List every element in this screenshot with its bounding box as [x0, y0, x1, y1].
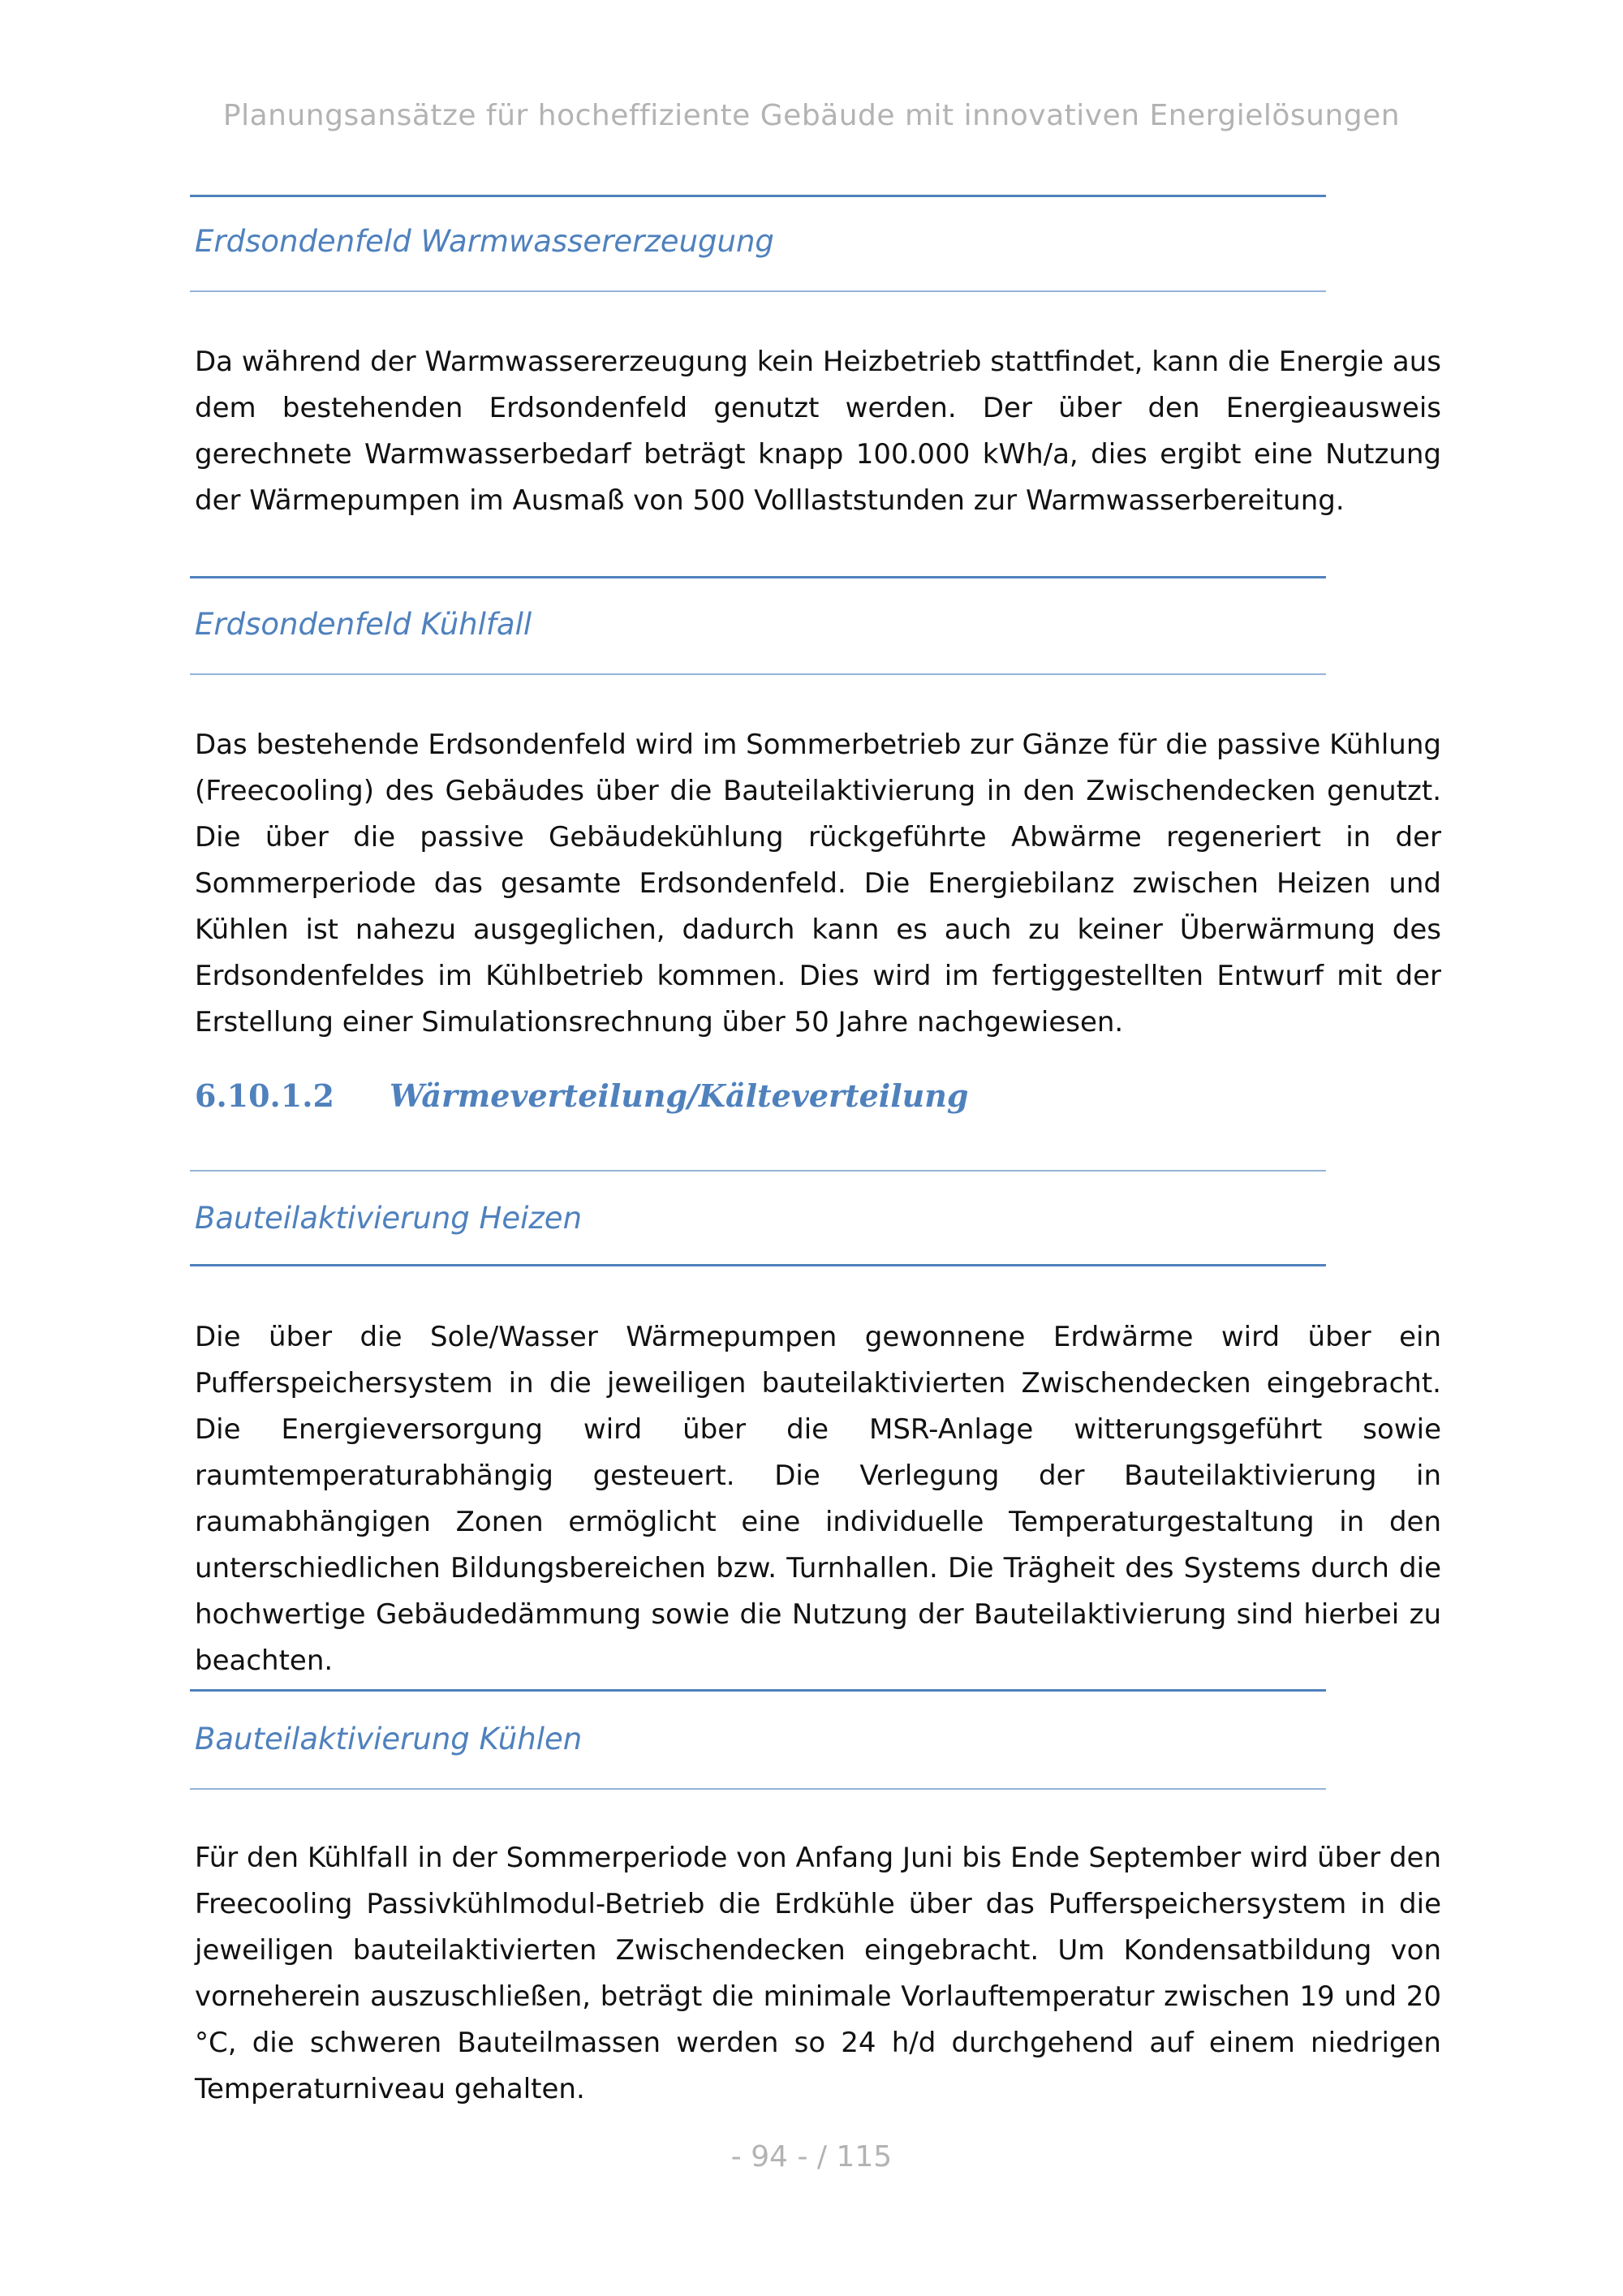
paragraph-kuehlen: Für den Kühlfall in der Sommerperiode von Anfang Juni bis Ende September wird über den Freecooling Passivkühlmodul-Betrieb die Erdkühle über das Pufferspeichersystem in die jeweiligen bauteilaktivierten Zwischendecken eingebracht. Um Kondensatbildung von vorneherein auszuschließen, beträgt die minimale Vorlauftemperatur zwischen 19 und 20 °C, die schweren Bauteilmassen werden so 24 h/d durchgehend auf einem niedrigen Temperaturniveau gehalten. [195, 1842, 1441, 2105]
paragraph-heizen: Die über die Sole/Wasser Wärmepumpen gewonnene Erdwärme wird über ein Pufferspeichersystem in die jeweiligen bauteilaktivierten Zwischendecken eingebracht. Die Energieversorgung wird über die MSR-Anlage witterungsgeführt sowie raumtemperaturabhängig gesteuert. Die Verlegung der Bauteilaktivierung in raumabhängigen Zonen ermöglicht eine individuelle Temperaturgestaltung in den unterschiedlichen Bildungsbereichen bzw. Turnhallen. Die Trägheit des Systems durch die hochwertige Gebäudedämmung sowie die Nutzung der Bauteilaktivierung sind hierbei zu beachten. [195, 1321, 1441, 1677]
section-title: Wärmeverteilung/Kälteverteilung [390, 1077, 969, 1114]
heading-rule-bottom [190, 290, 1326, 292]
subheading-kuehlfall: Erdsondenfeld Kühlfall [195, 607, 532, 642]
heading-rule-top [190, 1170, 1326, 1172]
heading-rule-bottom [190, 673, 1326, 675]
heading-rule-top [190, 1689, 1326, 1692]
section-number: 6.10.1.2 [195, 1077, 334, 1114]
heading-rule-top [190, 195, 1326, 197]
heading-rule-bottom [190, 1264, 1326, 1266]
page-number: - 94 - / 115 [730, 2140, 893, 2173]
paragraph-warmwasser: Da während der Warmwassererzeugung kein Heizbetrieb stattfindet, kann die Energie aus dem bestehenden Erdsondenfeld genutzt werden. Der über den Energieausweis gerechnete Warmwasserbedarf beträgt knapp 100.000 kWh/a, dies ergibt eine Nutzung der Wärmepumpen im Ausmaß von 500 Volllaststunden zur Warmwasserbereitung. [195, 346, 1441, 517]
page-header: Planungsansätze für hocheffiziente Gebäude mit innovativen Energielösungen [222, 99, 1401, 132]
subheading-warmwasser: Erdsondenfeld Warmwassererzeugung [195, 224, 774, 259]
heading-rule-bottom [190, 1788, 1326, 1790]
heading-rule-top [190, 576, 1326, 578]
subheading-kuehlen: Bauteilaktivierung Kühlen [195, 1722, 583, 1756]
section-heading-verteilung [195, 1077, 969, 1114]
subheading-heizen: Bauteilaktivierung Heizen [195, 1201, 583, 1236]
paragraph-kuehlfall: Das bestehende Erdsondenfeld wird im Sommerbetrieb zur Gänze für die passive Kühlung (Freecooling) des Gebäudes über die Bauteilaktivierung in den Zwischendecken genutzt. Die über die passive Gebäudekühlung rückgeführte Abwärme regeneriert in der Sommerperiode das gesamte Erdsondenfeld. Die Energiebilanz zwischen Heizen und Kühlen ist nahezu ausgeglichen, dadurch kann es auch zu keiner Überwärmung des Erdsondenfeldes im Kühlbetrieb kommen. Dies wird im fertiggestellten Entwurf mit der Erstellung einer Simulationsrechnung über 50 Jahre nachgewiesen. [195, 729, 1441, 1038]
